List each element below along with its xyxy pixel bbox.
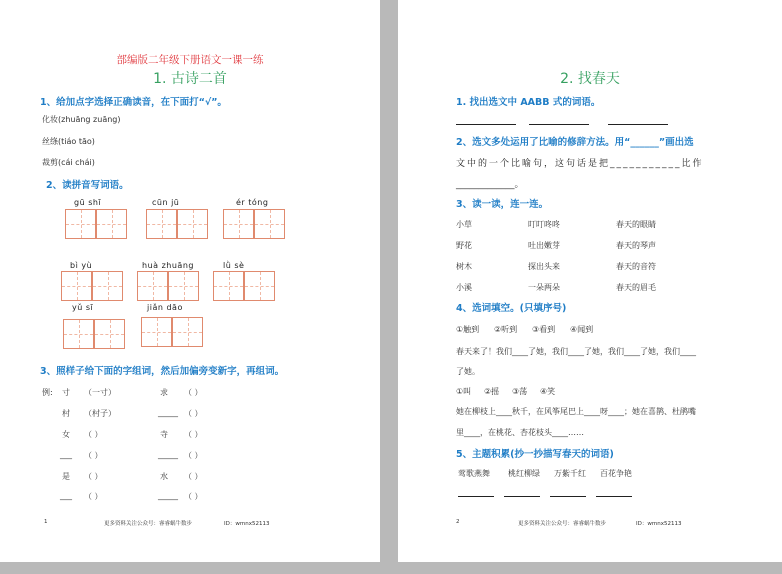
writing-grid-cell[interactable] xyxy=(213,271,244,301)
word-answer[interactable]: （ ） xyxy=(84,451,103,460)
pinyin-label: huà zhuāng xyxy=(142,261,194,270)
word-answer[interactable]: （ ） xyxy=(184,388,203,397)
page-number: 1 xyxy=(44,519,48,525)
option-item: ①叫 xyxy=(456,387,472,396)
option-item: ②听到 xyxy=(494,325,518,334)
word-answer: （村子） xyxy=(84,409,116,418)
option-item: ③看到 xyxy=(532,325,556,334)
writing-grid-cell[interactable] xyxy=(254,209,285,239)
word-answer[interactable]: （ ） xyxy=(184,492,203,501)
word-char: 求 xyxy=(160,388,168,397)
writing-grid-cell[interactable] xyxy=(172,317,203,347)
spring-word: 桃红柳绿 xyxy=(508,469,540,478)
footer-text: 更多资料关注公众号：睿睿蜗牛数步 xyxy=(104,521,193,527)
word-char: 寺 xyxy=(160,430,168,439)
worksheet-page-2 xyxy=(398,0,782,562)
word-answer[interactable]: （ ） xyxy=(84,492,103,501)
pinyin-label: gū shī xyxy=(74,198,102,207)
pinyin-label: jiǎn dāo xyxy=(147,303,183,312)
option-item: ④闻到 xyxy=(570,325,594,334)
series-title: 部编版二年级下册语文一课一练 xyxy=(116,54,264,66)
writing-grid-cell[interactable] xyxy=(177,209,208,239)
pinyin-label: yǔ sī xyxy=(72,303,94,312)
word-char: 水 xyxy=(160,472,168,481)
question-3-heading: 3、读一读，连一连。 xyxy=(456,199,549,210)
option-item: ①触到 xyxy=(456,325,480,334)
writing-grid-cell[interactable] xyxy=(61,271,92,301)
question-1-heading: 1. 找出选文中 AABB 式的词语。 xyxy=(456,97,601,108)
answer-line[interactable] xyxy=(529,124,589,125)
word-answer[interactable]: （ ） xyxy=(184,409,203,418)
writing-grid-cell[interactable] xyxy=(141,317,172,347)
word-blank[interactable]: _____ xyxy=(158,408,178,417)
word-char: 是 xyxy=(62,472,70,481)
copy-line[interactable] xyxy=(550,496,586,497)
lesson-title: 2. 找春天 xyxy=(560,71,620,87)
writing-grid-cell[interactable] xyxy=(137,271,168,301)
spring-word: 百花争艳 xyxy=(600,469,632,478)
question-2-heading: 2、选文多处运用了比喻的修辞方法。用“______”画出选 xyxy=(456,137,694,148)
writing-grid-cell[interactable] xyxy=(168,271,199,301)
match-item[interactable]: 春天的琴声 xyxy=(616,241,656,250)
copy-line[interactable] xyxy=(458,496,494,497)
fill-sentence: 了她。 xyxy=(456,367,480,376)
pinyin-label: cūn jū xyxy=(152,198,180,207)
pinyin-label: bì yù xyxy=(70,261,93,270)
option-item: ④笑 xyxy=(540,387,556,396)
match-item[interactable]: 一朵两朵 xyxy=(528,283,560,292)
match-item[interactable]: 吐出嫩芽 xyxy=(528,241,560,250)
word-answer: （一寸） xyxy=(84,388,116,397)
word-answer[interactable]: （ ） xyxy=(184,472,203,481)
copy-line[interactable] xyxy=(596,496,632,497)
question-1-heading: 1、给加点字选择正确读音，在下面打“√”。 xyxy=(40,97,227,108)
option-item: ②摇 xyxy=(484,387,500,396)
match-item[interactable]: 叮叮咚咚 xyxy=(528,220,560,229)
lesson-title: 1. 古诗二首 xyxy=(153,71,227,87)
word-blank[interactable]: _____ xyxy=(158,450,178,459)
pinyin-label: ér tóng xyxy=(236,198,269,207)
answer-line[interactable] xyxy=(456,124,516,125)
word-char: 寸 xyxy=(62,388,70,397)
word-char: 女 xyxy=(62,430,70,439)
word-blank[interactable]: _____ xyxy=(158,491,178,500)
writing-grid-cell[interactable] xyxy=(96,209,127,239)
fill-sentence[interactable]: 她在柳枝上____秋千，在风筝尾巴上____呀____；她在喜鹊、杜鹃嘴 xyxy=(456,407,696,416)
writing-grid-cell[interactable] xyxy=(63,319,94,349)
match-item[interactable]: 春天的眼睛 xyxy=(616,220,656,229)
spring-word: 莺歌燕舞 xyxy=(458,469,490,478)
writing-grid-cell[interactable] xyxy=(92,271,123,301)
answer-line[interactable] xyxy=(608,124,668,125)
question-2-line: _____________。 xyxy=(456,180,524,190)
pronunciation-item: 裁剪(cái chái) xyxy=(42,158,95,167)
match-item[interactable]: 春天的音符 xyxy=(616,262,656,271)
pinyin-label: lǜ sè xyxy=(223,261,245,270)
match-item[interactable]: 探出头来 xyxy=(528,262,560,271)
question-3-heading: 3、照样子给下面的字组词，然后加偏旁变新字，再组词。 xyxy=(40,366,285,377)
footer-text: 更多资料关注公众号：睿睿蜗牛数步 xyxy=(518,521,607,527)
writing-grid-cell[interactable] xyxy=(65,209,96,239)
question-5-heading: 5、主题积累(抄一抄描写春天的词语) xyxy=(456,449,614,460)
pronunciation-item: 丝绦(tiáo tāo) xyxy=(42,137,95,146)
footer-id: ID：wmnx52113 xyxy=(224,521,270,527)
question-4-heading: 4、选词填空。(只填序号) xyxy=(456,303,567,314)
question-2-line: 文中的一个比喻句，这句话是把___________比作 xyxy=(456,159,704,169)
writing-grid-cell[interactable] xyxy=(94,319,125,349)
copy-line[interactable] xyxy=(504,496,540,497)
worksheet-page-1 xyxy=(0,0,380,562)
fill-sentence[interactable]: 里____，在桃花、杏花枝头____…… xyxy=(456,428,584,437)
word-char: 村 xyxy=(62,409,70,418)
match-item[interactable]: 小溪 xyxy=(456,283,472,292)
word-answer[interactable]: （ ） xyxy=(184,430,203,439)
pronunciation-item: 化妆(zhuāng zuāng) xyxy=(42,115,121,124)
match-item[interactable]: 春天的眉毛 xyxy=(616,283,656,292)
writing-grid-cell[interactable] xyxy=(146,209,177,239)
question-2-heading: 2、读拼音写词语。 xyxy=(46,180,129,191)
word-answer[interactable]: （ ） xyxy=(184,451,203,460)
word-answer[interactable]: （ ） xyxy=(84,472,103,481)
option-item: ③荡 xyxy=(512,387,528,396)
word-blank[interactable]: ___ xyxy=(60,450,72,459)
spring-word: 万紫千红 xyxy=(554,469,586,478)
fill-sentence[interactable]: 春天来了！我们____了她，我们____了她，我们____了她，我们____ xyxy=(456,347,696,356)
footer-id: ID：wmnx52113 xyxy=(636,521,682,527)
example-label: 例: xyxy=(42,388,53,397)
page-number: 2 xyxy=(456,519,460,525)
match-item[interactable]: 小草 xyxy=(456,220,472,229)
writing-grid-cell[interactable] xyxy=(244,271,275,301)
word-blank[interactable]: ___ xyxy=(60,491,72,500)
writing-grid-cell[interactable] xyxy=(223,209,254,239)
word-answer[interactable]: （ ） xyxy=(84,430,103,439)
match-item[interactable]: 野花 xyxy=(456,241,472,250)
match-item[interactable]: 树木 xyxy=(456,262,472,271)
